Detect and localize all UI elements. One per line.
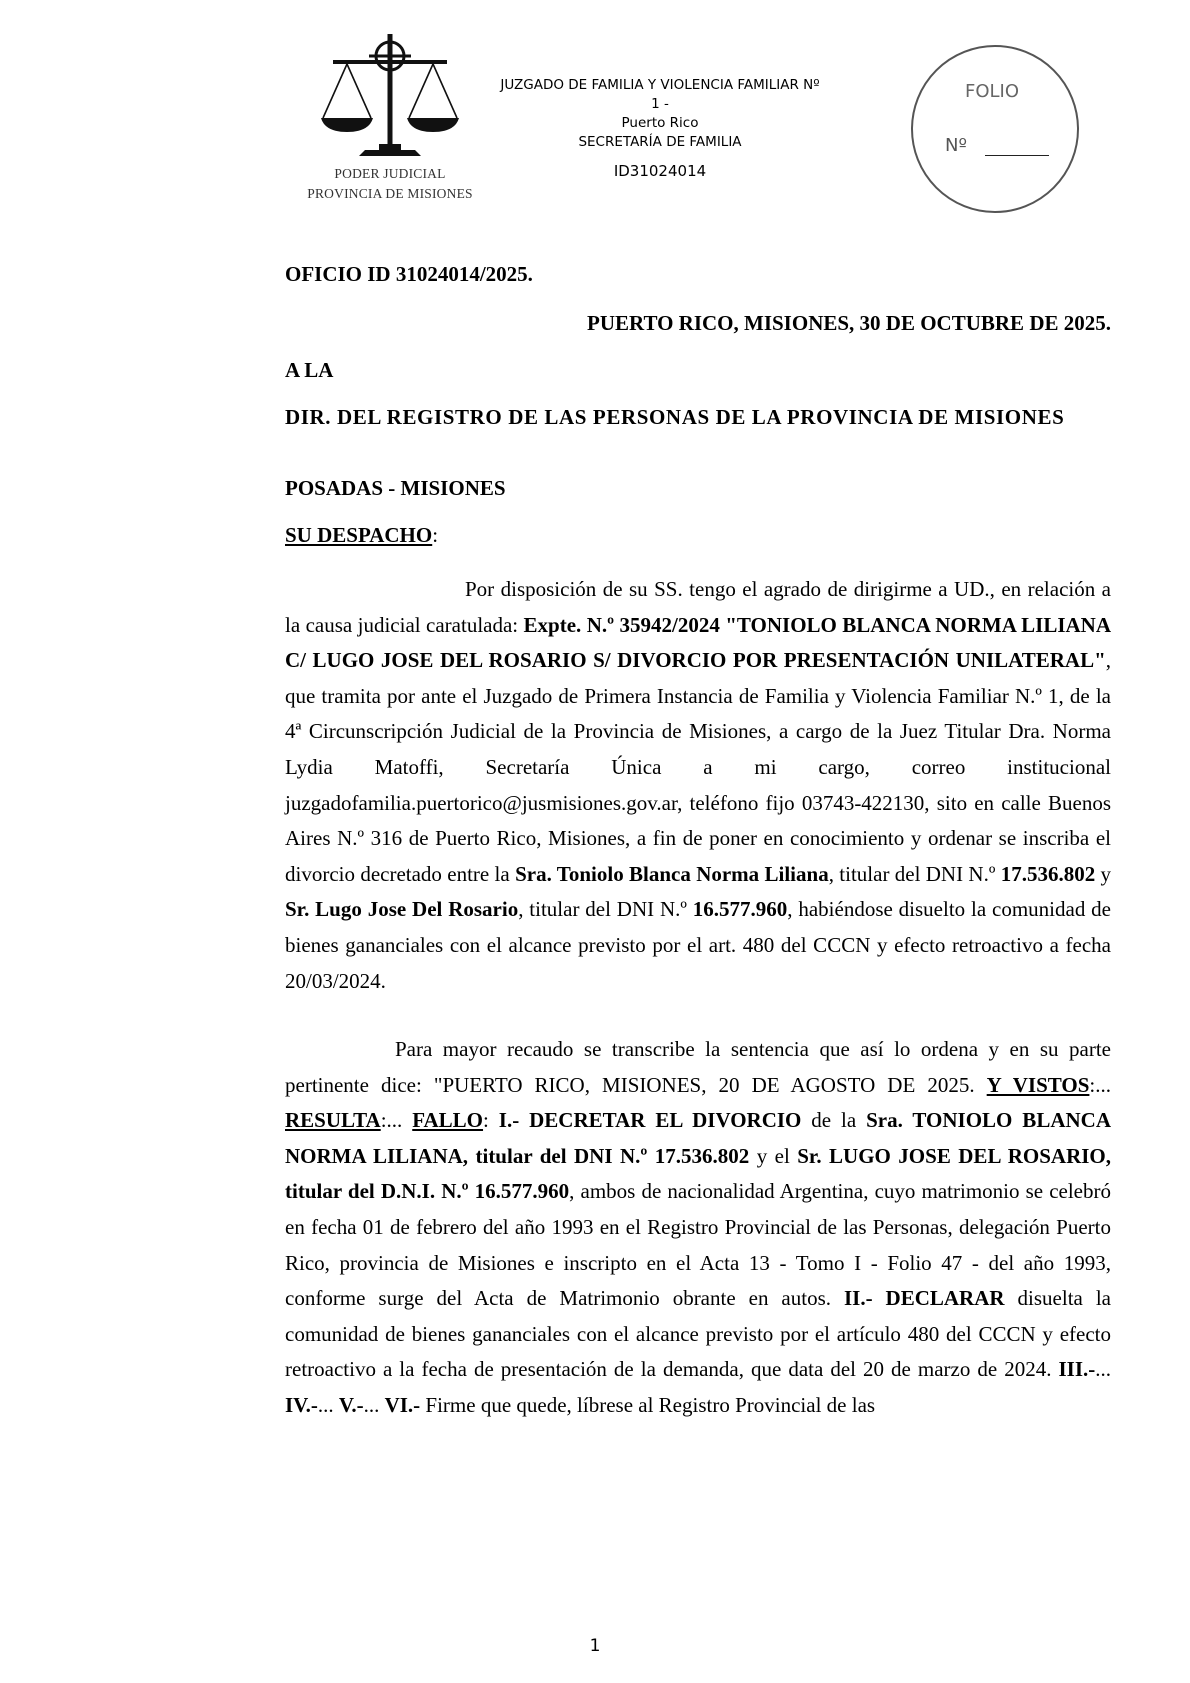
p2-party-1: Sra. TONIOLO BLANCA NORMA LILIANA, titular del DNI N.º 17.536.802: [285, 1108, 1111, 1168]
p2-text-7: , ambos de nacionalidad Argentina, cuyo matrimonio se celebró en fecha 01 de febrero del año 1993 en el Registro Provincial de las Personas, delegación Puerto Rico, provincia de Misiones e inscripto en el Acta 13 - Tomo I - Folio 47 - del año 1993, conforme surge del Acta de Matrimonio obrante en autos.: [285, 1179, 1111, 1311]
folio-number-label: Nº: [945, 135, 967, 156]
p1-text-3: , titular del DNI N.º: [828, 861, 1001, 886]
p2-fallo: FALLO: [412, 1108, 484, 1133]
paragraph-1: [285, 572, 1111, 999]
p2-resulta: RESULTA: [285, 1108, 381, 1133]
p2-declarar: II.- DECLARAR: [843, 1286, 1005, 1311]
p2-item-iv: IV.-: [285, 1392, 318, 1417]
despacho-line: [285, 523, 1111, 548]
paragraph-2: [285, 1032, 1111, 1424]
p2-text-4: :: [483, 1108, 499, 1133]
oficio-number: OFICIO ID 31024014/2025.: [285, 262, 533, 286]
p1-text-5: , titular del DNI N.º: [518, 897, 693, 922]
p2-text-6: y el: [749, 1143, 798, 1168]
p1-text-4: y: [1095, 861, 1112, 886]
court-secretariat: SECRETARÍA DE FAMILIA: [578, 134, 742, 150]
p2-text-12: Firme que quede, líbrese al Registro Provincial de las: [420, 1392, 876, 1417]
p2-party-2: Sr. LUGO JOSE DEL ROSARIO, titular del D.N.I. N.º 16.577.960: [285, 1143, 1112, 1204]
despacho-label: SU DESPACHO: [285, 523, 433, 547]
p2-text-8: disuelta la comunidad de bienes gananciales con el alcance previsto por el artículo 480 del CCCN y efecto retroactivo a la fecha de presentación de la demanda, que data del 20 de marzo de 2024.: [285, 1286, 1111, 1382]
court-name: JUZGADO DE FAMILIA Y VIOLENCIA FAMILIAR Nº 1 -: [500, 77, 820, 112]
p2-text-11: ...: [363, 1392, 385, 1417]
folio-label: FOLIO: [965, 81, 1020, 102]
p1-text-1: Por disposición de su SS. tengo el agrado de dirigirme a UD., en relación a la causa judicial caratulada:: [285, 577, 1111, 637]
recipient-city: POSADAS - MISIONES: [285, 476, 506, 500]
p1-dni-2: 16.577.960: [692, 897, 788, 922]
logo-text-line-2: PROVINCIA DE MISIONES: [307, 186, 473, 201]
despacho-colon: :: [432, 523, 439, 547]
folio-blank-line: [985, 155, 1049, 156]
p1-party-1: Sra. Toniolo Blanca Norma Liliana: [515, 861, 829, 886]
recipient: DIR. DEL REGISTRO DE LAS PERSONAS DE LA PROVINCIA DE MISIONES: [285, 405, 1065, 429]
logo-text-line-1: PODER JUDICIAL: [334, 166, 446, 181]
p2-text-10: ...: [317, 1392, 339, 1417]
scales-of-justice-icon: [319, 32, 461, 162]
p2-text-5: de la: [801, 1108, 867, 1133]
p2-vistos: Y VISTOS: [986, 1072, 1090, 1097]
page-number: 1: [589, 1636, 601, 1656]
folio-stamp: [911, 45, 1079, 213]
p2-item-vi: VI.-: [384, 1392, 421, 1417]
p2-text-3: :...: [380, 1108, 413, 1133]
document-id: ID31024014: [613, 162, 707, 180]
p1-case-title: Expte. N.º 35942/2024 "TONIOLO BLANCA NORMA LILIANA C/ LUGO JOSE DEL ROSARIO S/ DIVORCIO POR PRESENTACIÓN UNILATERAL": [285, 612, 1111, 673]
p1-party-2: Sr. Lugo Jose Del Rosario: [285, 897, 519, 922]
court-city: Puerto Rico: [621, 115, 699, 131]
poder-judicial-logo: [295, 28, 485, 213]
place-and-date: PUERTO RICO, MISIONES, 30 DE OCTUBRE DE 2025.: [587, 311, 1111, 335]
p2-decretar: I.- DECRETAR EL DIVORCIO: [498, 1108, 802, 1133]
p2-text-1: Para mayor recaudo se transcribe la sentencia que así lo ordena y en su parte pertinente dice: "PUERTO RICO, MISIONES, 20 DE AGOSTO DE 2025.: [285, 1037, 1111, 1097]
addressee-prefix: A LA: [285, 358, 334, 382]
p1-dni-1: 17.536.802: [1000, 861, 1096, 886]
p2-text-2: :...: [1089, 1072, 1111, 1097]
p1-text-6: , habiéndose disuelto la comunidad de bienes gananciales con el alcance previsto por el art. 480 del CCCN y efecto retroactivo a fecha 20/03/2024.: [285, 897, 1111, 993]
p2-text-9: ...: [1095, 1357, 1111, 1382]
p2-item-v: V.-: [338, 1392, 364, 1417]
court-header: [500, 76, 820, 152]
p1-text-2: , que tramita por ante el Juzgado de Primera Instancia de Familia y Violencia Familiar N.º 1, de la 4ª Circunscripción Judicial de la Provincia de Misiones, a cargo de la Juez Titular Dra. Norma Lydia Matoffi, Secretaría Única a mi cargo, correo institucional juzgadofamilia.puertorico@jusmisiones.gov.ar, teléfono fijo 03743-422130, sito en calle Buenos Aires N.º 316 de Puerto Rico, Misiones, a fin de poner en conocimiento y ordenar se inscriba el divorcio decretado entre la: [285, 648, 1111, 886]
p2-item-iii: III.-: [1058, 1357, 1096, 1382]
